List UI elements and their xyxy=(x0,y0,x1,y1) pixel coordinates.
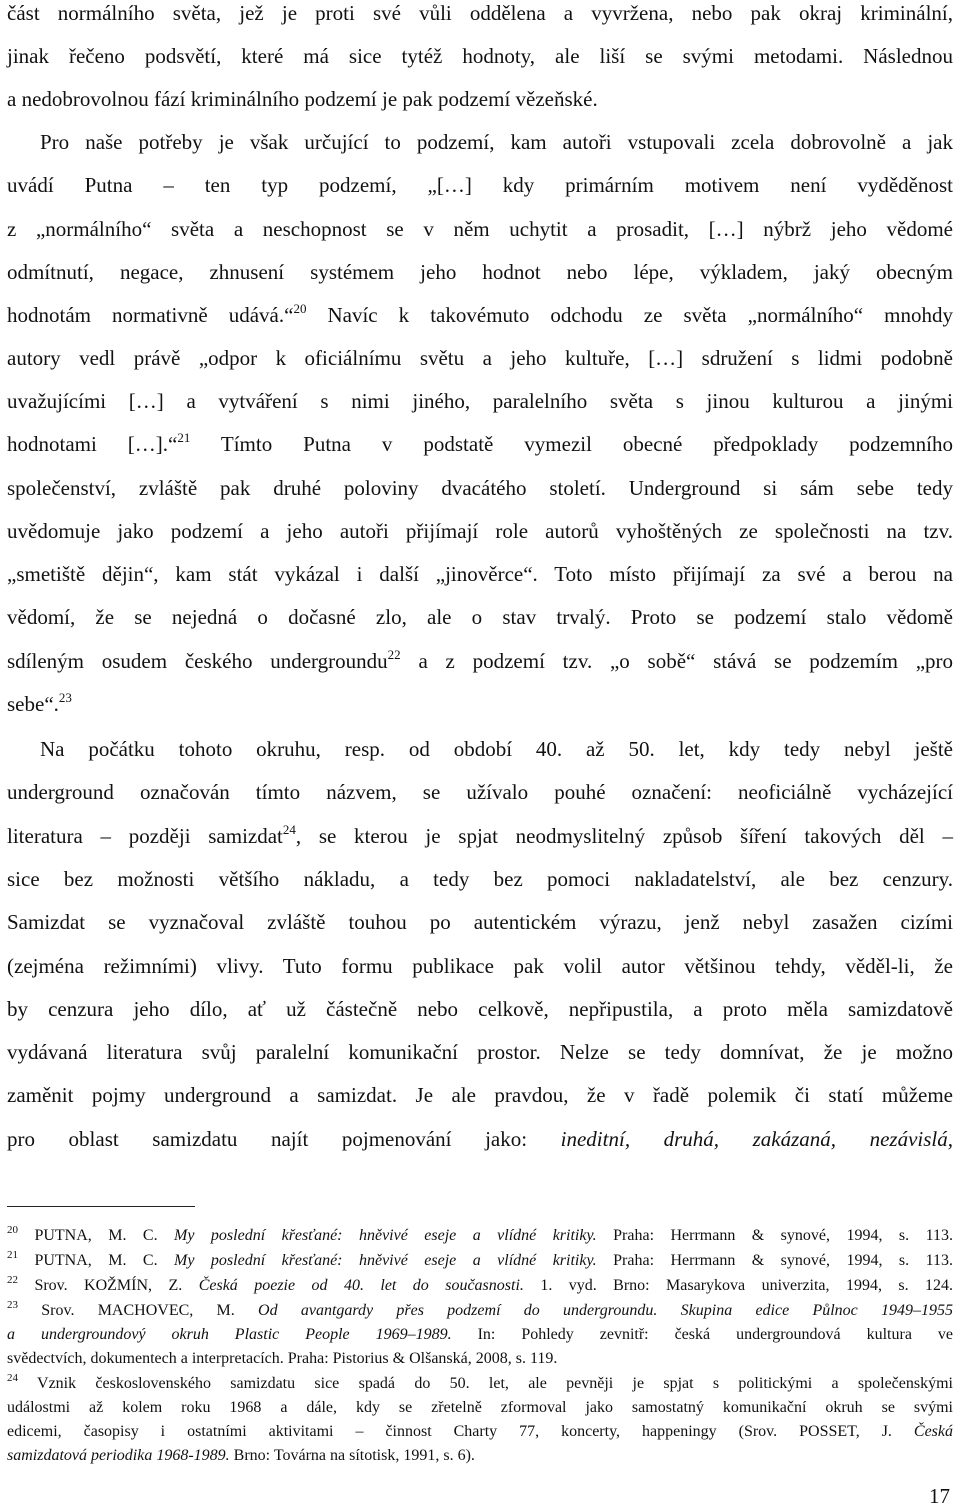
footnote-ref: 20 xyxy=(293,301,307,316)
body-line: uvádí Putna – ten typ podzemí, „[…] kdy primárním motivem není vyděděnost xyxy=(7,173,953,197)
body-line: Na počátku tohoto okruhu, resp. od období 40. až 50. let, kdy tedy nebyl ještě xyxy=(40,737,953,761)
body-line: (zejména režimními) vlivy. Tuto formu publikace pak volil autor většinou tehdy, věděl-li, že xyxy=(7,954,953,978)
body-line: hodnotami […].“$^{21}$ Tímto Putna v podstatě vymezil obecné předpoklady podzemního xyxy=(7,430,953,456)
body-line: jinak řečeno podsvětí, které má sice tytéž hodnoty, ale liší se svými metodami. Následnou xyxy=(7,44,953,68)
body-line: vydávaná literatura svůj paralelní komunikační prostor. Nelze se tedy domnívat, že je možno xyxy=(7,1040,953,1064)
body-line: pro oblast samizdatu najít pojmenování jako: ineditní, druhá, zakázaná, nezávislá, xyxy=(7,1127,954,1151)
body-line: Pro naše potřeby je však určující to podzemí, kam autoři vstupovali zcela dobrovolně a jak xyxy=(40,130,953,154)
footnote: $^{22}$ Srov. KOŽMÍN, Z. Česká poezie od 40. let do současnosti. 1. vyd. Brno: Masarykova univerzita, 1994, s. 124. xyxy=(7,1273,954,1294)
body-line: Samizdat se vyznačoval zvláště touhou po autentickém výrazu, jenž nebyl zasažen cizími xyxy=(7,910,953,934)
body-line: z „normálního“ světa a neschopnost se v něm uchytit a prosadit, […] nýbrž jeho vědomé xyxy=(7,217,953,241)
footnote-ref: 24 xyxy=(282,822,296,837)
footnote-ref: 21 xyxy=(177,430,191,445)
body-line: autory vedl právě „odpor k oficiálnímu světu a jeho kultuře, […] sdružení s lidmi podobně xyxy=(7,346,953,370)
body-line: „smetiště dějin“, kam stát vykázal i další „jinověrce“. Toto místo přijímají za své a berou na xyxy=(7,562,953,586)
footnote: $^{20}$ PUTNA, M. C. My poslední křesťané: hněvivé eseje a vlídné kritiky. Praha: Herrmann & synové, 1994, s. 113. xyxy=(7,1223,953,1244)
body-line: sice bez možnosti většího nákladu, a tedy bez pomoci nakladatelství, ale bez cenzury. xyxy=(7,867,953,891)
body-line: literatura – později samizdat$^{24}$, se kterou je spjat neodmyslitelný způsob šíření takových děl – xyxy=(7,822,953,848)
body-line: odmítnutí, negace, zhnusení systémem jeho hodnot nebo lépe, výkladem, jaký obecným xyxy=(7,260,953,284)
footnote: edicemi, časopisy i ostatními aktivitami – činnost Charty 77, koncerty, happeningy (Srov. POSSET, J. Česká xyxy=(7,1423,953,1440)
body-line: uvažujícími […] a vytváření s nimi jiného, paralelního světa s jinou kulturou a jinými xyxy=(7,389,953,413)
footnote: $^{24}$ Vznik československého samizdatu sice spadá do 50. let, ale pevněji je spjat s politickými a společenskými xyxy=(7,1371,953,1392)
body-line: společenství, zvláště pak druhé poloviny dvacátého století. Underground si sám sebe tedy xyxy=(7,476,953,500)
body-line: a nedobrovolnou fází kriminálního podzemí je pak podzemí vězeňské. xyxy=(7,87,598,111)
footnote: samizdatová periodika 1968-1989. Brno: Továrna na sítotisk, 1991, s. 6). xyxy=(7,1447,475,1464)
body-line: sebe“.$^{23}$ xyxy=(7,690,72,716)
footnote: $^{21}$ PUTNA, M. C. My poslední křesťané: hněvivé eseje a vlídné kritiky. Praha: Herrmann & synové, 1994, s. 113. xyxy=(7,1248,953,1269)
page-number: 17 xyxy=(929,1484,950,1508)
footnote: $^{23}$ Srov. MACHOVEC, M. Od avantgardy přes podzemí do undergroundu. Skupina edice Půlnoc 1949–1955 xyxy=(7,1298,954,1319)
body-line: underground označován tímto názvem, se užívalo pouhé označení: neoficiálně vycházející xyxy=(7,780,953,804)
footnote: událostmi až kolem roku 1968 a dále, kdy se zřetelně zformoval jako samostatný komunikační okruh se svými xyxy=(7,1399,953,1416)
body-line: uvědomuje jako podzemí a jeho autoři přijímají role autorů vyhoštěných ze společnosti na tzv. xyxy=(7,519,953,543)
body-line: sdíleným osudem českého undergroundu$^{22}$ a z podzemí tzv. „o sobě“ stává se podzemím „pro xyxy=(7,647,954,673)
footnote-ref: 22 xyxy=(387,647,401,662)
footnote: a undergroundový okruh Plastic People 1969–1989. In: Pohledy zevnitř: česká undergroundová kultura ve xyxy=(7,1326,953,1343)
body-line: hodnotám normativně udává.“$^{20}$ Navíc k takovémuto odchodu ze světa „normálního“ mnohdy xyxy=(7,301,953,327)
body-line: vědomí, že se nejedná o dočasné zlo, ale o stav trvalý. Proto se podzemí stalo vědomě xyxy=(7,605,953,629)
footnote: svědectvích, dokumentech a interpretacích. Praha: Pistorius & Olšanská, 2008, s. 119. xyxy=(7,1350,558,1367)
footnote-ref: 23 xyxy=(58,690,72,705)
body-line: by cenzura jeho dílo, ať už částečně nebo celkově, nepřipustila, a proto měla samizdatově xyxy=(7,997,953,1021)
body-line: část normálního světa, jež je proti své vůli oddělena a vyvržena, nebo pak okraj kriminální, xyxy=(7,1,953,25)
footnote-separator xyxy=(7,1206,195,1207)
body-line: zaměnit pojmy underground a samizdat. Je ale pravdou, že v řadě polemik či statí můžeme xyxy=(7,1083,953,1107)
